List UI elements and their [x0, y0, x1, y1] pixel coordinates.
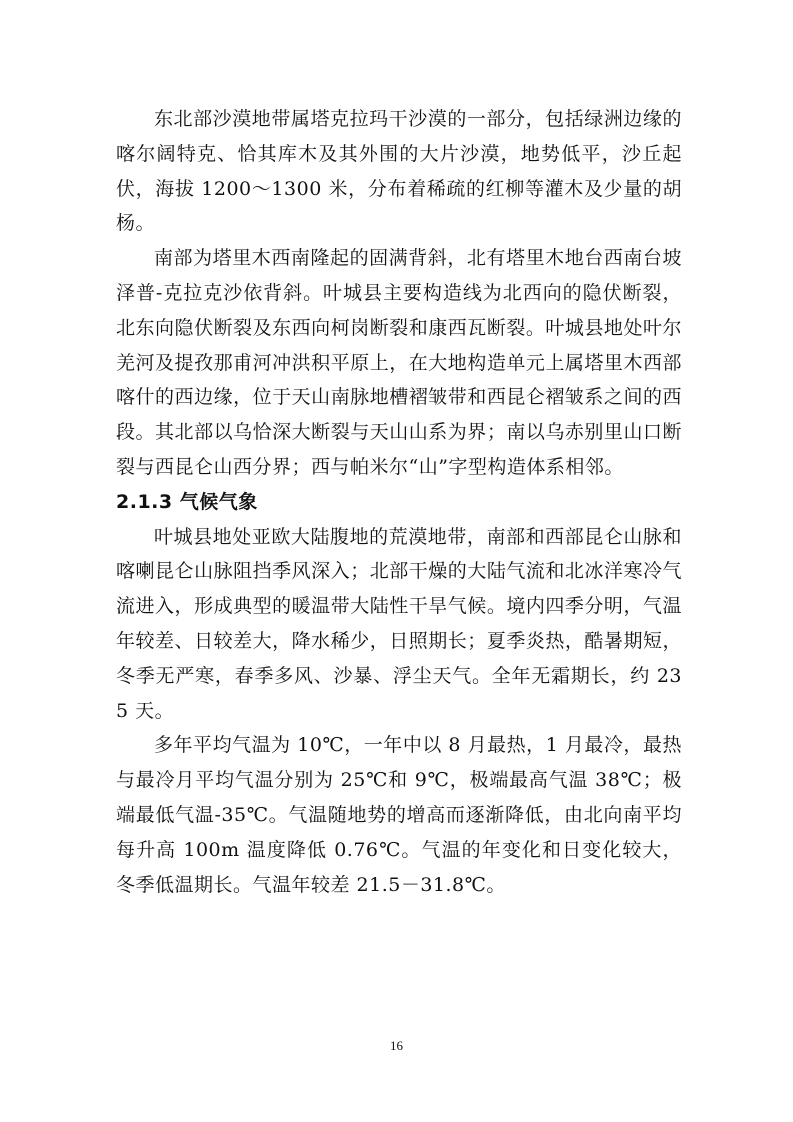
page-number: 16: [390, 1038, 403, 1053]
section-heading-climate: 2.1.3 气候气象: [116, 490, 258, 513]
document-body: [116, 102, 682, 902]
paragraph-desert-zone: 东北部沙漠地带属塔克拉玛干沙漠的一部分，包括绿洲边缘的喀尔阔特克、恰其库木及其外围的大片沙漠，地势低平，沙丘起伏，海拔 1200～1300 米，分布着稀疏的红柳等灌木及少量的胡杨。: [116, 108, 682, 235]
paragraph-temperature: 多年平均气温为 10℃，一年中以 8 月最热，1 月最冷，最热与最冷月平均气温分别为 25℃和 9℃，极端最高气温 38℃；极端最低气温-35℃。气温随地势的增高而逐渐降低，由北向南平均每升高 100m 温度降低 0.76℃。气温的年变化和日变化较大，冬季低温期长。气温年较差 21.5－31.8℃。: [116, 734, 682, 896]
paragraph-climate-overview: 叶城县地处亚欧大陆腹地的荒漠地带，南部和西部昆仑山脉和喀喇昆仑山脉阻挡季风深入；北部干燥的大陆气流和北冰洋寒冷气流进入，形成典型的暖温带大陆性干旱气候。境内四季分明，气温年较差、日较差大，降水稀少，日照期长；夏季炎热，酷暑期短，冬季无严寒，春季多风、沙暴、浮尘天气。全年无霜期长，约 235 天。: [116, 525, 682, 722]
paragraph-geologic-structure: 南部为塔里木西南隆起的固满背斜，北有塔里木地台西南台坡泽普-克拉克沙依背斜。叶城县主要构造线为北西向的隐伏断裂，北东向隐伏断裂及东西向柯岗断裂和康西瓦断裂。叶城县地处叶尔羌河及提孜那甫河冲洪积平原上，在大地构造单元上属塔里木西部喀什的西边缘，位于天山南脉地槽褶皱带和西昆仑褶皱系之间的西段。其北部以乌恰深大断裂与天山山系为界；南以乌赤别里山口断裂与西昆仑山西分界；西与帕米尔“山”字型构造体系相邻。: [116, 247, 682, 478]
